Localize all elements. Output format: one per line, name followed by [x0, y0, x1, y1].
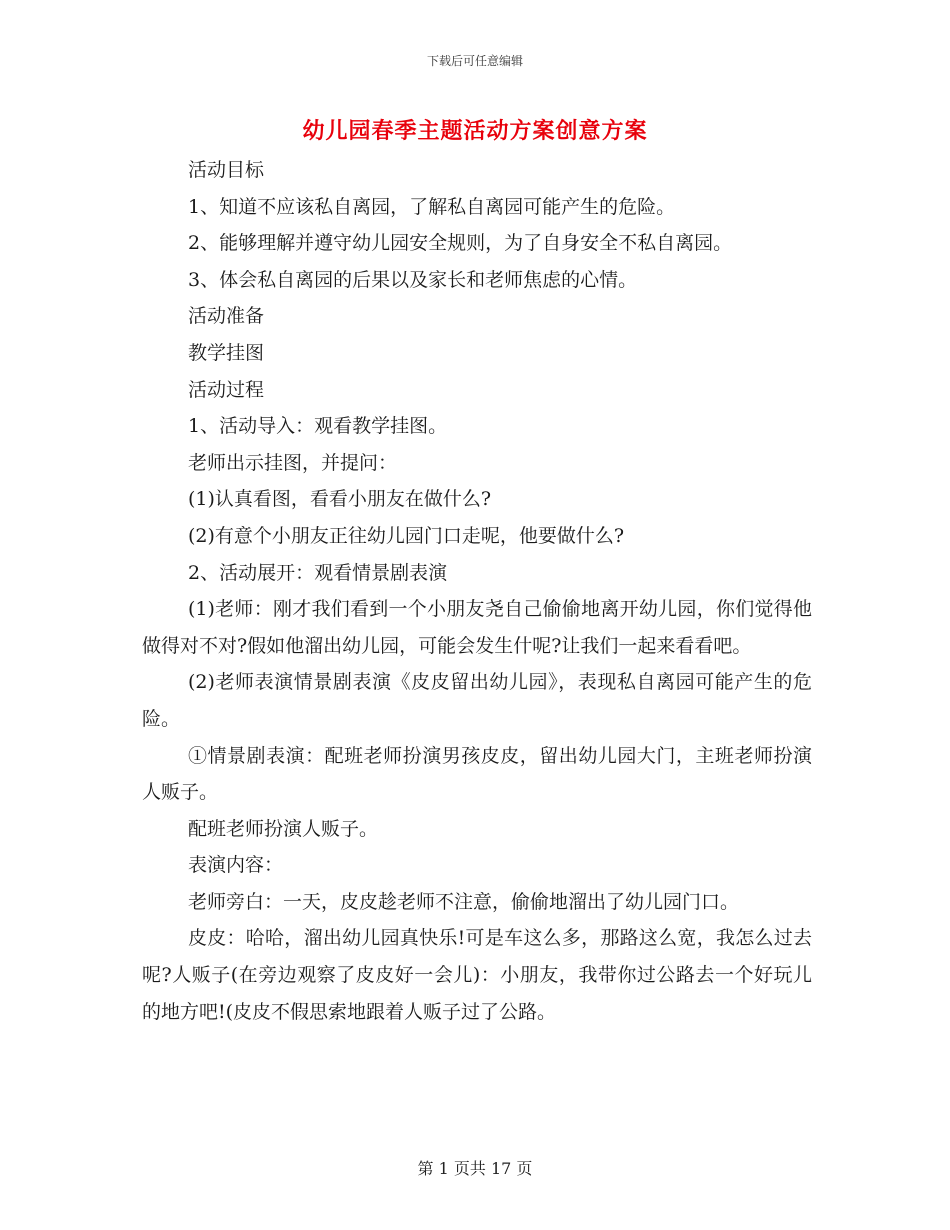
paragraph: 老师出示挂图，并提问： [188, 451, 398, 474]
paragraph: 皮皮：哈哈，溜出幼儿园真快乐!可是车这么多，那路这么宽，我怎么过去呢?人贩子(在旁边观察了皮皮好一会儿)：小朋友，我带你过公路去一个好玩儿的地方吧!(皮皮不假思索地跟着人贩子过了公路。 [142, 927, 812, 1023]
paragraph: ①情景剧表演：配班老师扮演男孩皮皮，留出幼儿园大门，主班老师扮演人贩子。 [142, 744, 812, 804]
page-number: 第 1 页共 17 页 [417, 1159, 533, 1178]
paragraph: 2、能够理解并遵守幼儿园安全规则，为了自身安全不私自离园。 [188, 232, 733, 255]
paragraph: 活动准备 [188, 305, 265, 328]
paragraph: 2、活动展开：观看情景剧表演 [188, 561, 448, 584]
paragraph: 活动目标 [188, 159, 265, 181]
paragraph: 配班老师扮演人贩子。 [188, 817, 379, 840]
paragraph: 1、知道不应该私自离园，了解私自离园可能产生的危险。 [188, 195, 676, 218]
paragraph: 教学挂图 [188, 341, 265, 364]
document-title: 幼儿园春季主题活动方案创意方案 [302, 118, 648, 144]
paragraph: 3、体会私自离园的后果以及家长和老师焦虑的心情。 [188, 268, 638, 291]
document-body [142, 152, 812, 1030]
paragraph: (2)有意个小朋友正往幼儿园门口走呢，他要做什么? [188, 524, 625, 547]
paragraph: 表演内容： [188, 854, 284, 877]
page-header-note: 下载后可任意编辑 [426, 54, 523, 68]
paragraph: (2)老师表演情景剧表演《皮皮留出幼儿园》，表现私自离园可能产生的危险。 [142, 671, 812, 730]
paragraph: 活动过程 [188, 378, 265, 401]
paragraph: (1)认真看图，看看小朋友在做什么? [188, 488, 492, 511]
paragraph: 1、活动导入：观看教学挂图。 [188, 415, 448, 438]
paragraph: (1)老师：刚才我们看到一个小朋友尧自己偷偷地离开幼儿园，你们觉得他做得对不对?假如他溜出幼儿园，可能会发生什呢?让我们一起来看看吧。 [142, 598, 812, 657]
paragraph: 老师旁白：一天，皮皮趁老师不注意，偷偷地溜出了幼儿园门口。 [188, 890, 740, 913]
